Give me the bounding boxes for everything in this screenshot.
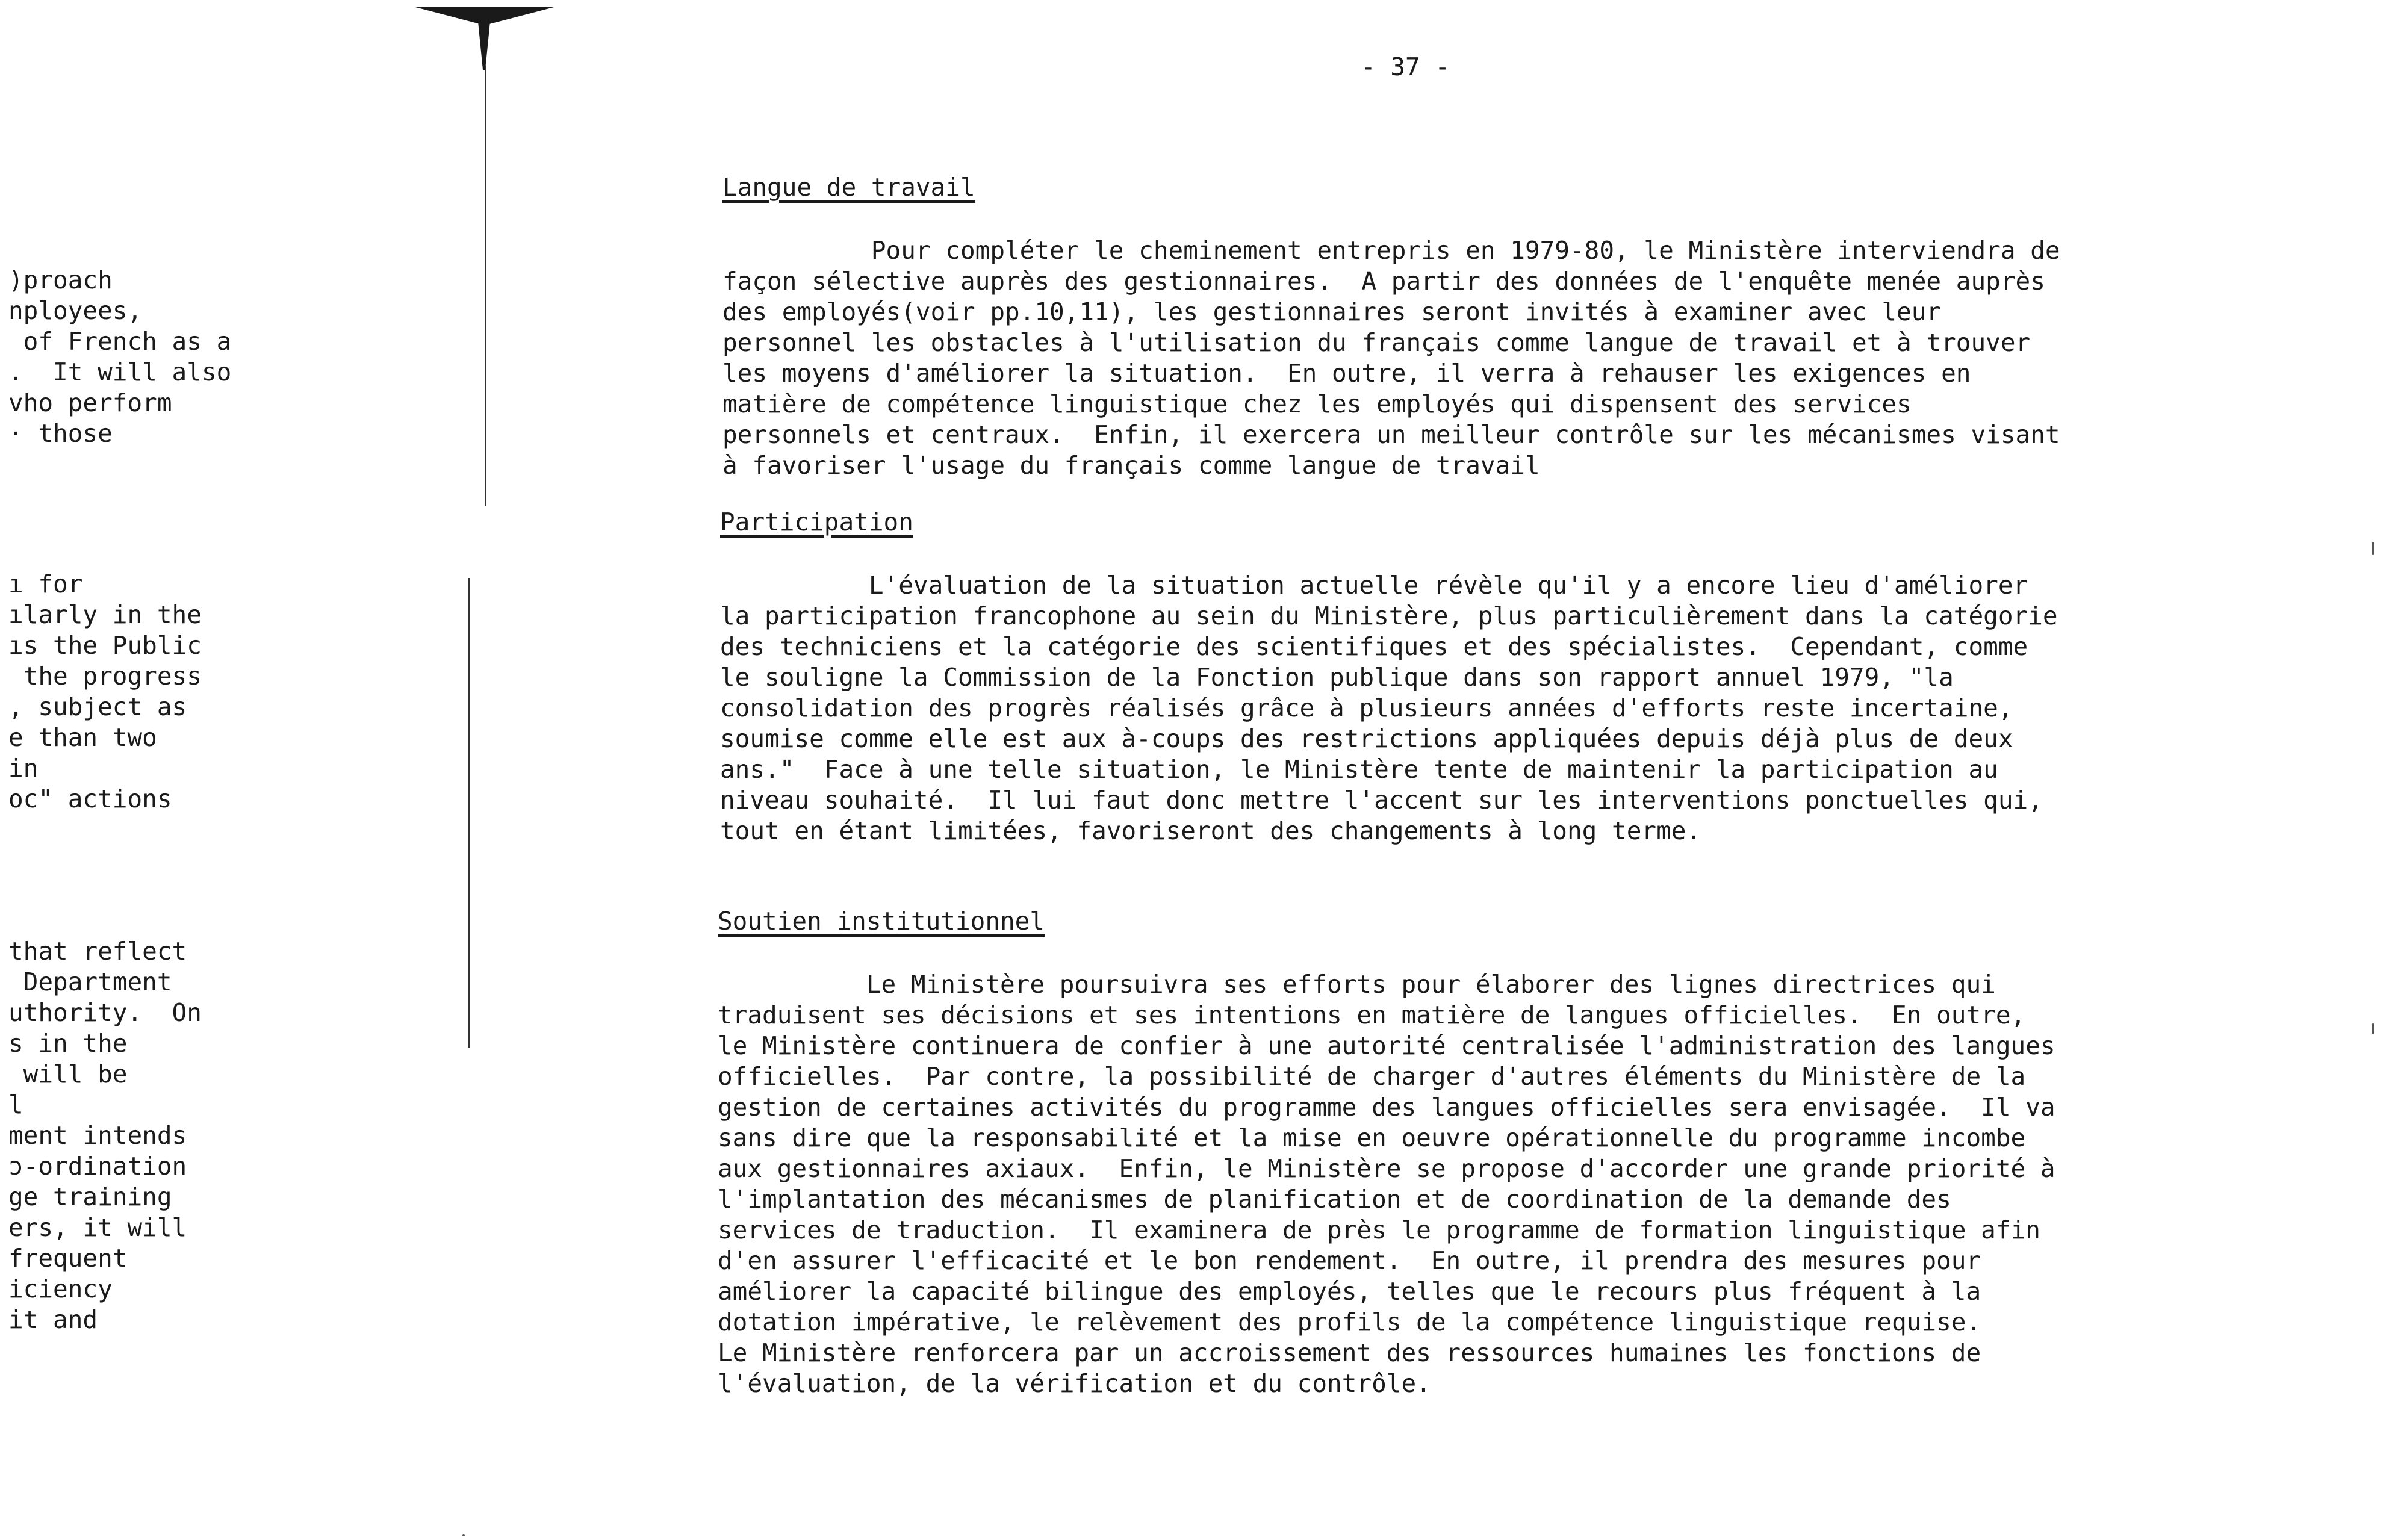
paragraph-line: consolidation des progrès réalisés grâce à plusieurs années d'efforts reste incertaine, (720, 694, 2013, 722)
paragraph-line: matière de compétence linguistique chez les employés qui dispensent des services (722, 390, 1912, 418)
binding-mark-stem (478, 22, 490, 70)
scan-speck (2372, 1023, 2374, 1034)
paragraph-line: les moyens d'améliorer la situation. En outre, il verra à rehauser les exigences en (722, 359, 1971, 388)
fragment-line: . It will also (8, 358, 232, 387)
fragment-line: ɔ-ordination (8, 1152, 187, 1181)
fragment-line: it and (8, 1305, 98, 1334)
paragraph-line: d'en assurer l'efficacité et le bon rendement. En outre, il prendra des mesures pour (718, 1246, 1981, 1275)
paragraph-line: L'évaluation de la situation actuelle révèle qu'il y a encore lieu d'améliorer (720, 571, 2028, 600)
paragraph-line: niveau souhaité. Il lui faut donc mettre l'accent sur les interventions ponctuelles qui, (720, 786, 2043, 815)
paragraph-soutien-institutionnel (718, 969, 2102, 1399)
scan-speck (462, 1534, 465, 1536)
paragraph-line: le Ministère continuera de confier à une autorité centralisée l'administration des langues (718, 1031, 2055, 1060)
fragment-line: Department (8, 967, 172, 996)
paragraph-langue-de-travail (722, 235, 2107, 481)
section-heading-langue-de-travail: Langue de travail (722, 173, 975, 202)
section-heading-participation: Participation (720, 508, 913, 536)
fragment-line: ılarly in the (8, 600, 202, 629)
paragraph-line: services de traduction. Il examinera de près le programme de formation linguistique afin (718, 1216, 2040, 1244)
fragment-line: e than two (8, 723, 157, 752)
fragment-line: iciency (8, 1275, 113, 1303)
paragraph-line: Pour compléter le cheminement entrepris en 1979-80, le Ministère interviendra de (722, 236, 2060, 265)
paragraph-line: dotation impérative, le relèvement des profils de la compétence linguistique requise. (718, 1308, 1981, 1337)
page-fold-line (485, 66, 486, 506)
paragraph-participation (720, 570, 2105, 846)
paragraph-line: personnel les obstacles à l'utilisation du français comme langue de travail et à trouver (722, 328, 2031, 357)
fragment-line: will be (8, 1060, 128, 1088)
paragraph-line: ans." Face à une telle situation, le Ministère tente de maintenir la participation au (720, 755, 1998, 784)
fragment-line: in (8, 754, 39, 783)
page-fold-line-lower (468, 578, 470, 1048)
fragment-line: of French as a (8, 327, 232, 356)
paragraph-line: la participation francophone au sein du Ministère, plus particulièrement dans la catégorie (720, 601, 2058, 630)
page-number: - 37 - (1361, 52, 1450, 81)
paragraph-line: personnels et centraux. Enfin, il exercera un meilleur contrôle sur les mécanismes visant (722, 420, 2060, 449)
paragraph-line: des employés(voir pp.10,11), les gestionnaires seront invités à examiner avec leur (722, 297, 1942, 326)
paragraph-line: soumise comme elle est aux à-coups des restrictions appliquées depuis déjà plus de deux (720, 724, 2013, 753)
scan-speck (2372, 542, 2374, 555)
paragraph-line: Le Ministère poursuivra ses efforts pour élaborer des lignes directrices qui (718, 970, 1996, 999)
fragment-line: frequent (8, 1244, 128, 1273)
paragraph-line: aux gestionnaires axiaux. Enfin, le Ministère se propose d'accorder une grande priorité à (718, 1154, 2055, 1183)
paragraph-line: Le Ministère renforcera par un accroissement des ressources humaines les fonctions de (718, 1338, 1981, 1367)
paragraph-line: sans dire que la responsabilité et la mise en oeuvre opérationnelle du programme incombe (718, 1123, 2026, 1152)
paragraph-line: l'évaluation, de la vérification et du contrôle. (718, 1369, 1431, 1398)
paragraph-line: tout en étant limitées, favoriseront des changements à long terme. (720, 816, 1701, 845)
fragment-line: · those (8, 419, 113, 448)
left-page-fragment-1 (8, 265, 261, 449)
fragment-line: vho perform (8, 388, 172, 417)
fragment-line: ıs the Public (8, 631, 202, 660)
paragraph-line: le souligne la Commission de la Fonction publique dans son rapport annuel 1979, "la (720, 663, 1954, 692)
paragraph-line: traduisent ses décisions et ses intentions en matière de langues officielles. En outre, (718, 1001, 2026, 1029)
paragraph-line: gestion de certaines activités du programme des langues officielles sera envisagée. Il va (718, 1093, 2055, 1122)
paragraph-line: façon sélective auprès des gestionnaires. A partir des données de l'enquête menée auprès (722, 267, 2045, 296)
fragment-line: nployees, (8, 296, 143, 325)
fragment-line: l (8, 1090, 23, 1119)
paragraph-line: à favoriser l'usage du français comme langue de travail (722, 451, 1540, 480)
paragraph-line: des techniciens et la catégorie des scientifiques et des spécialistes. Cependant, comme (720, 632, 2028, 661)
fragment-line: , subject as (8, 692, 187, 721)
fragment-line: the progress (8, 662, 202, 691)
fragment-line: ı for (8, 570, 83, 598)
fragment-line: s in the (8, 1029, 128, 1058)
fragment-line: uthority. On (8, 998, 202, 1027)
section-heading-soutien-institutionnel: Soutien institutionnel (718, 907, 1045, 936)
paragraph-line: l'implantation des mécanismes de planification et de coordination de la demande des (718, 1185, 1951, 1214)
fragment-line: )proach (8, 265, 113, 294)
left-page-fragment-2 (8, 569, 261, 815)
fragment-line: that reflect (8, 937, 187, 966)
fragment-line: ge training (8, 1182, 172, 1211)
paragraph-line: officielles. Par contre, la possibilité de charger d'autres éléments du Ministère de la (718, 1062, 2026, 1091)
fragment-line: oc" actions (8, 784, 172, 813)
paragraph-line: améliorer la capacité bilingue des employés, telles que le recours plus fréquent à la (718, 1277, 1981, 1306)
fragment-line: ers, it will (8, 1213, 187, 1242)
left-page-fragment-3 (8, 936, 261, 1335)
fragment-line: ment intends (8, 1121, 187, 1150)
